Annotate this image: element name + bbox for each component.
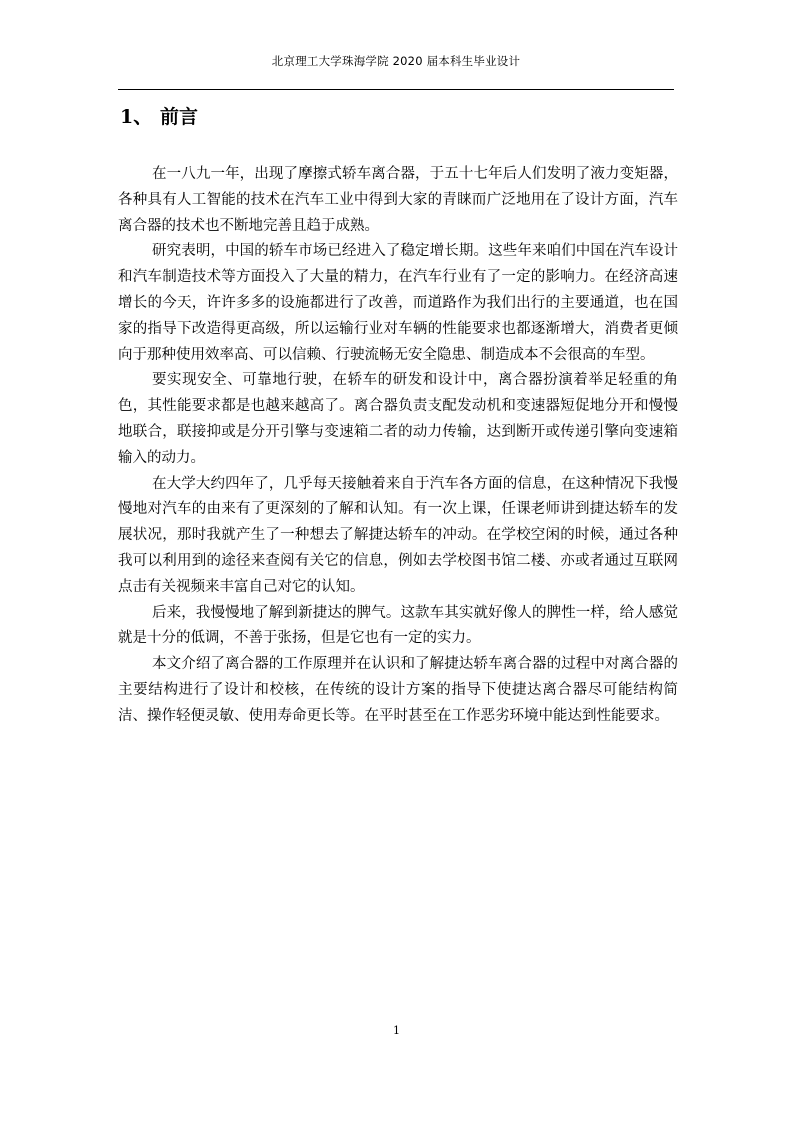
page-header: 北京理工大学珠海学院 2020 届本科生毕业设计 [271, 54, 521, 68]
paragraph-6: 本文介绍了离合器的工作原理并在认识和了解捷达轿车离合器的过程中对离合器的主要结构进行了设计和校核，在传统的设计方案的指导下使捷达离合器尽可能结构简洁、操作轻便灵敏、使用寿命更长等。在平时甚至在工作恶劣环境中能达到性能要求。 [118, 656, 678, 724]
paragraph-3: 要实现安全、可靠地行驶，在轿车的研发和设计中，离合器扮演着举足轻重的角色，其性能要求都是也越来越高了。离合器负责支配发动机和变速器短促地分开和慢慢地联合，联接抑或是分开引擎与变速箱二者的动力传输，达到断开或传递引擎向变速箱输入的动力。 [118, 372, 678, 466]
header-divider [118, 89, 674, 90]
section-number: 1、 [120, 106, 153, 128]
body-text [118, 162, 678, 730]
paragraph-1: 在一八九一年，出现了摩擦式轿车离合器，于五十七年后人们发明了液力变矩器，各种具有人工智能的技术在汽车工业中得到大家的青睐而广泛地用在了设计方面，汽车离合器的技术也不断地完善且趋于成熟。 [118, 166, 678, 234]
section-title: 前言 [160, 106, 199, 128]
paragraph-4: 在大学大约四年了，几乎每天接触着来自于汽车各方面的信息，在这种情况下我慢慢地对汽车的由来有了更深刻的了解和认知。有一次上课，任课老师讲到捷达轿车的发展状况，那时我就产生了一种想去了解捷达轿车的冲动。在学校空闲的时候，通过各种我可以利用到的途径来查阅有关它的信息，例如去学校图书馆二楼、亦或者通过互联网点击有关视频来丰富自己对它的认知。 [118, 475, 678, 595]
section-heading [120, 104, 198, 130]
page-number: 1 [393, 1024, 400, 1037]
paragraph-2: 研究表明，中国的轿车市场已经进入了稳定增长期。这些年来咱们中国在汽车设计和汽车制造技术等方面投入了大量的精力，在汽车行业有了一定的影响力。在经济高速增长的今天，许许多多的设施都进行了改善，而道路作为我们出行的主要通道，也在国家的指导下改造得更高级，所以运输行业对车辆的性能要求也都逐渐增大，消费者更倾向于那种使用效率高、可以信赖、行驶流畅无安全隐患、制造成本不会很高的车型。 [118, 243, 678, 363]
paragraph-5: 后来，我慢慢地了解到新捷达的脾气。这款车其实就好像人的脾性一样，给人感觉就是十分的低调，不善于张扬，但是它也有一定的实力。 [118, 604, 678, 647]
